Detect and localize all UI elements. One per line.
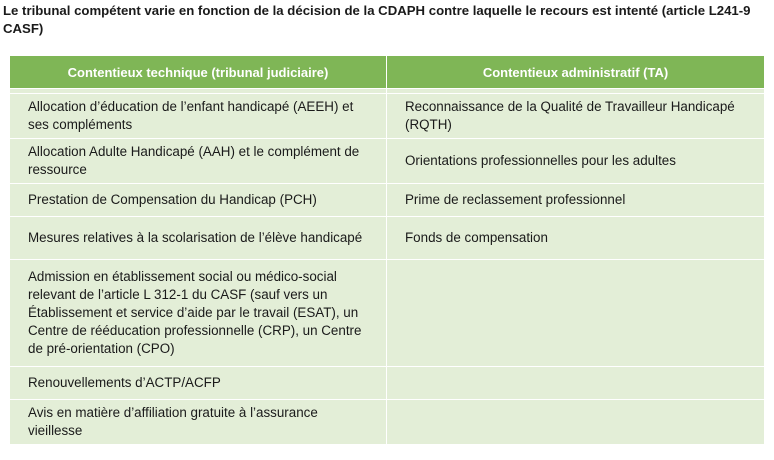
table-row	[10, 260, 765, 367]
table-cell: Renouvellements d’ACTP/ACFP	[10, 367, 387, 400]
table-cell: Avis en matière d’affiliation gratuite à l’assurance vieillesse	[10, 400, 387, 445]
jurisdiction-table	[9, 55, 765, 445]
intro-text: Le tribunal compétent varie en fonction de la décision de la CDAPH contre laquelle le recours est intenté (article L241-9 CASF)	[3, 3, 751, 36]
table-cell: Prestation de Compensation du Handicap (PCH)	[10, 184, 387, 217]
table-row	[10, 400, 765, 445]
table-cell	[387, 400, 765, 445]
table-cell	[387, 260, 765, 367]
header-administrative: Contentieux administratif (TA)	[387, 56, 765, 89]
table-cell: Reconnaissance de la Qualité de Travailleur Handicapé (RQTH)	[387, 94, 765, 139]
header-technical: Contentieux technique (tribunal judiciaire)	[10, 56, 387, 89]
table-cell: Admission en établissement social ou médico-social relevant de l’article L 312-1 du CASF (sauf vers un Établissement et service d’aide par le travail (ESAT), un Centre de rééducation professionnelle (CRP), un Centre de pré-orientation (CPO)	[10, 260, 387, 367]
table-cell: Fonds de compensation	[387, 217, 765, 260]
table-row	[10, 184, 765, 217]
table-cell: Orientations professionnelles pour les adultes	[387, 139, 765, 184]
table-cell: Allocation d’éducation de l’enfant handicapé (AEEH) et ses compléments	[10, 94, 387, 139]
table-header-row	[10, 56, 765, 89]
table-cell: Mesures relatives à la scolarisation de l’élève handicapé	[10, 217, 387, 260]
table-cell: Allocation Adulte Handicapé (AAH) et le complément de ressource	[10, 139, 387, 184]
table-row	[10, 94, 765, 139]
table-row	[10, 217, 765, 260]
table-cell	[387, 367, 765, 400]
table-cell: Prime de reclassement professionnel	[387, 184, 765, 217]
table-row	[10, 367, 765, 400]
table-row	[10, 139, 765, 184]
